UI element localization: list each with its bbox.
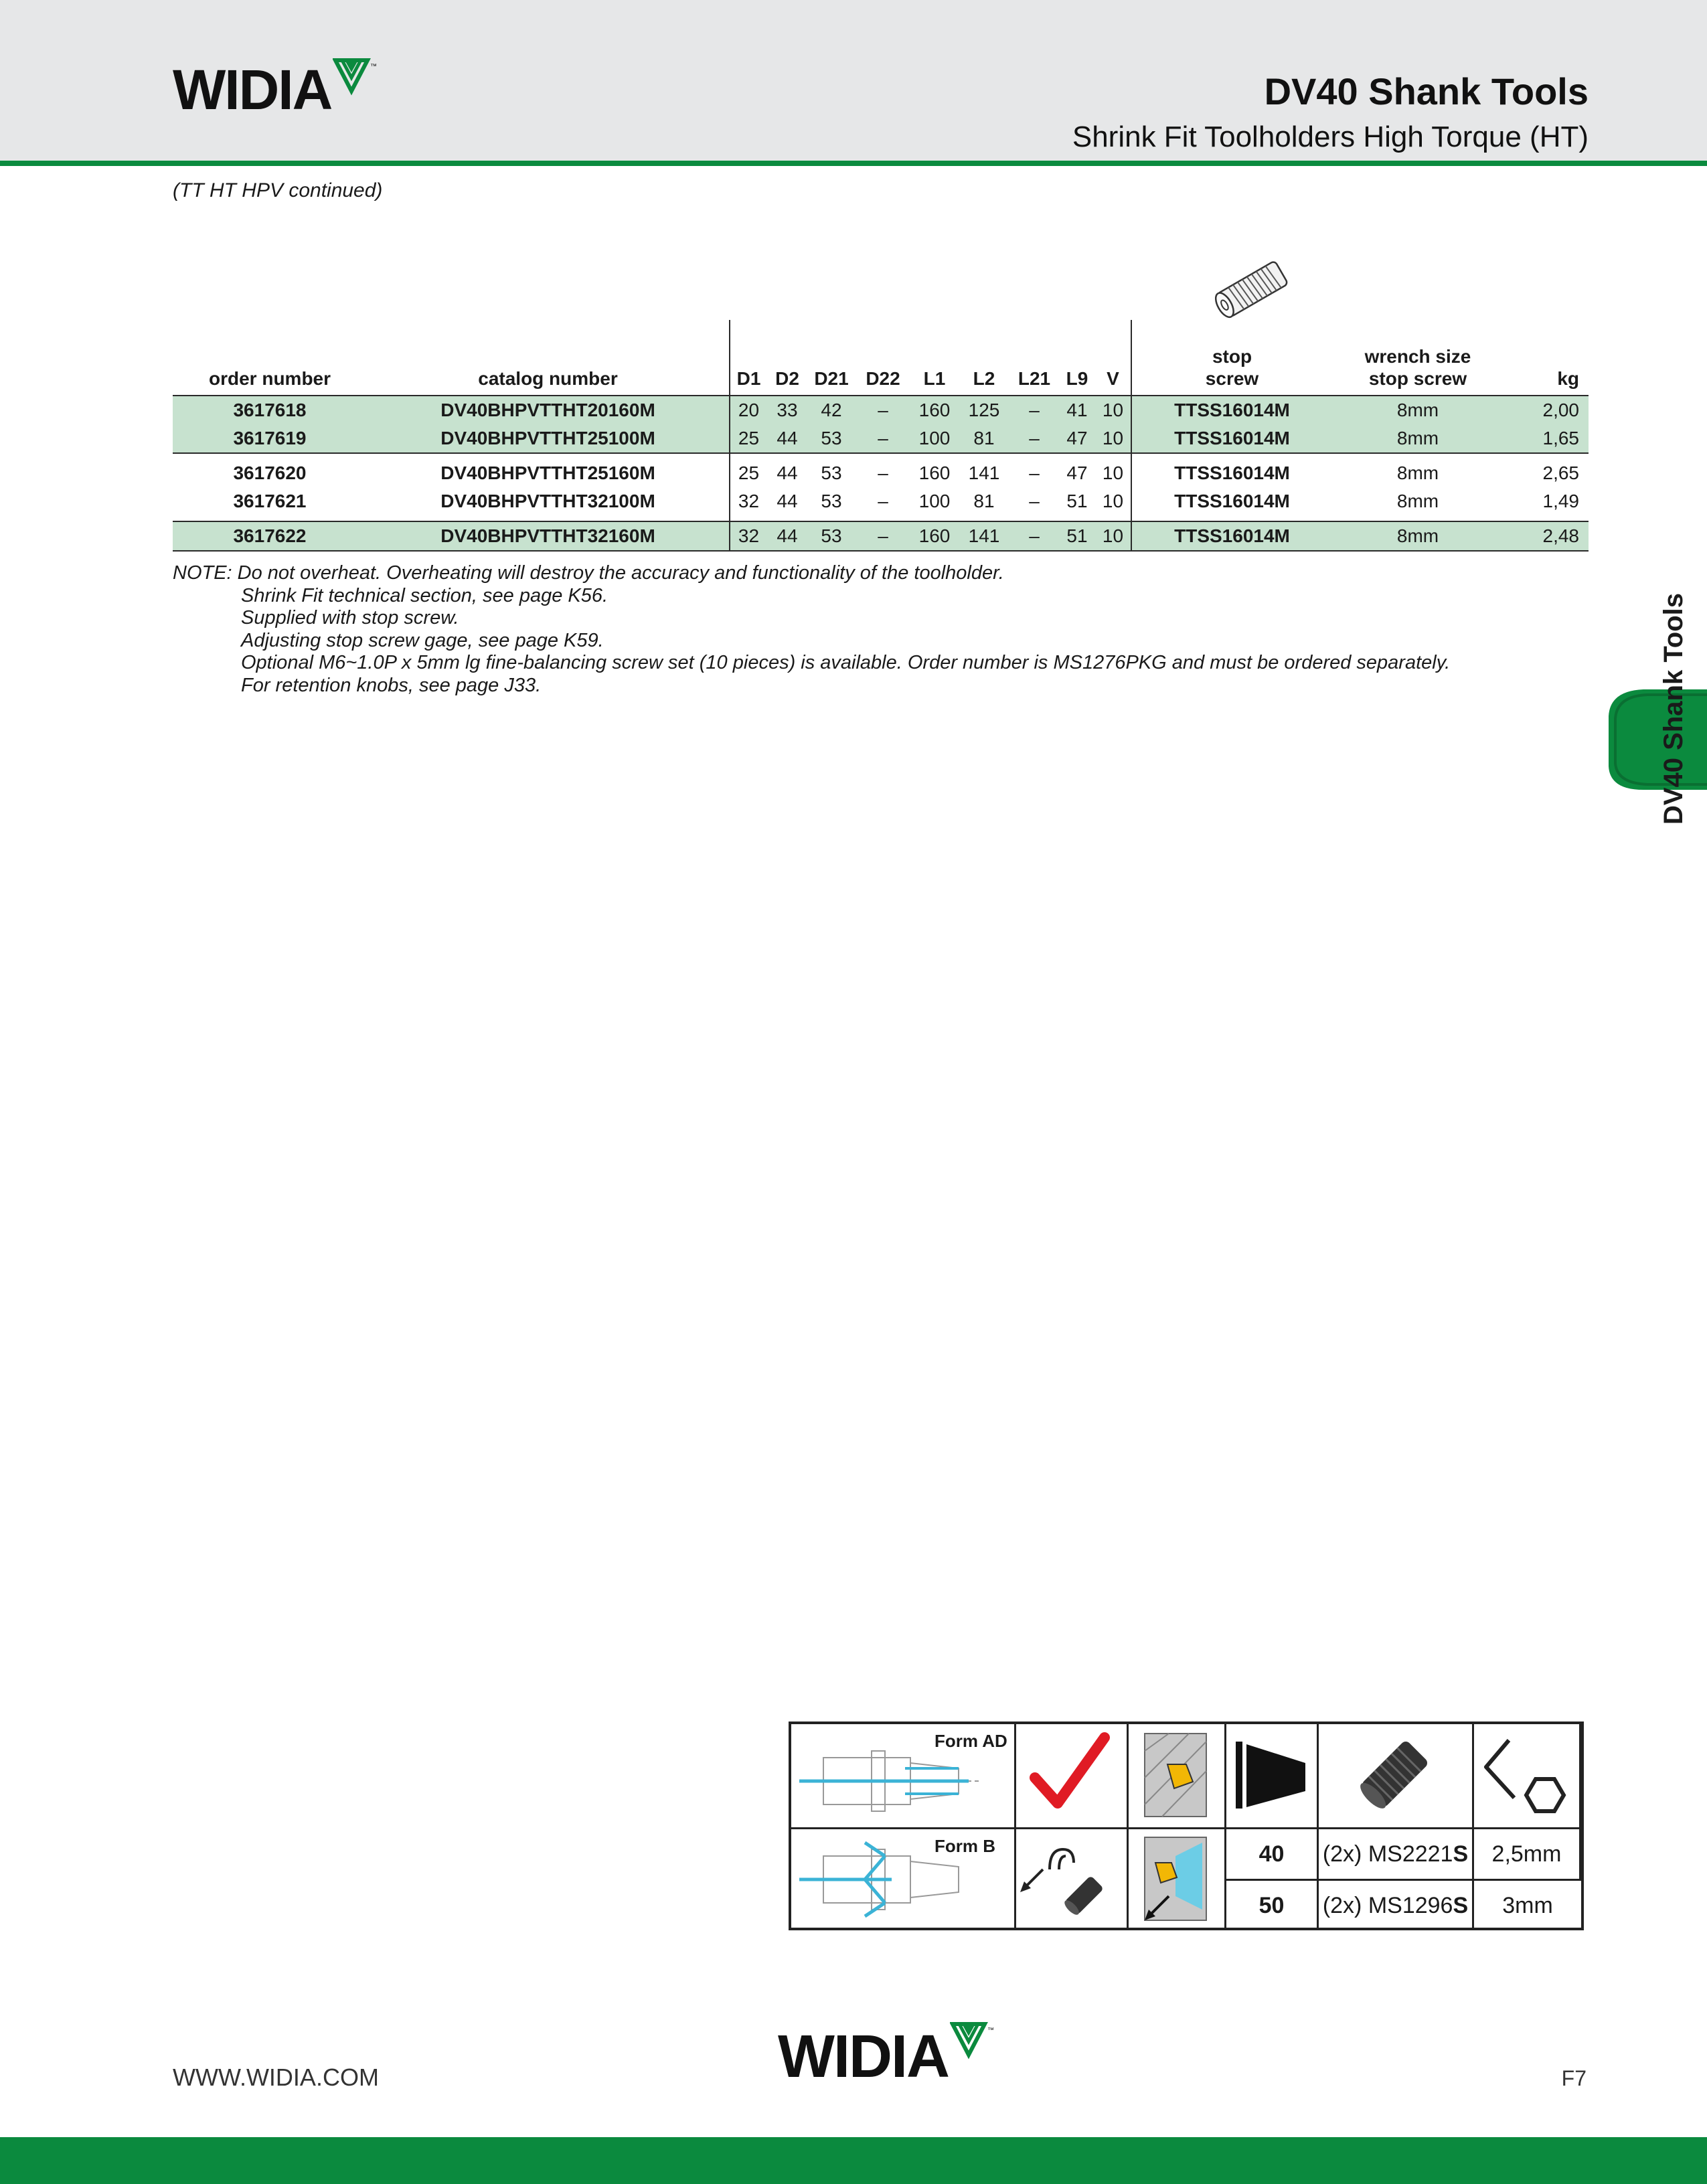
header-l2: L2	[973, 368, 995, 389]
spec-table	[173, 320, 1589, 552]
footer-url[interactable]: WWW.WIDIA.COM	[173, 2064, 379, 2091]
widia-triangle-icon	[950, 2021, 998, 2063]
taper-icon	[1226, 1724, 1313, 1825]
header-d22: D22	[866, 368, 900, 389]
table-row: 3617618 DV40BHPVTTHT20160M 20 33 42 – 160 125 – 41 10 TTSS16014M 8mm 2,00	[173, 396, 1589, 424]
form-ad-cell	[791, 1724, 1016, 1829]
table-row: 3617622 DV40BHPVTTHT32160M 32 44 53 – 160 141 – 51 10 TTSS16014M 8mm 2,48	[173, 521, 1589, 551]
header-kg: kg	[1557, 368, 1579, 389]
size-50-cell: 50	[1226, 1881, 1319, 1930]
header-rule	[0, 161, 1707, 166]
screw-cell	[1319, 1724, 1474, 1829]
stop-screw-icon	[1205, 254, 1299, 321]
size-40-cell: 40	[1226, 1829, 1319, 1881]
coolant-b-section-icon	[1129, 1829, 1222, 1927]
mounting-cell	[1016, 1829, 1129, 1930]
side-tab[interactable]	[1603, 689, 1707, 793]
side-tab-label: DV40 Shank Tools	[1659, 592, 1688, 825]
wrench-50-cell: 3mm	[1502, 1892, 1553, 1918]
continued-note: (TT HT HPV continued)	[173, 179, 383, 201]
page-number: F7	[1561, 2066, 1587, 2090]
header-wrench-size: wrench size stop screw	[1364, 346, 1471, 389]
table-row: 3617619 DV40BHPVTTHT25100M 25 44 53 – 100 81 – 47 10 TTSS16014M 8mm 1,65	[173, 424, 1589, 453]
coolant-b-cell	[1129, 1829, 1226, 1930]
widia-logo: WIDIA ™	[173, 62, 381, 118]
header-stop-screw: stop screw	[1205, 346, 1259, 389]
hex-wrench-icon	[1474, 1724, 1578, 1825]
header-catalog-number: catalog number	[478, 368, 618, 389]
wrench-40-cell: 2,5mm	[1474, 1829, 1581, 1881]
header-d21: D21	[814, 368, 849, 389]
note-line: Optional M6~1.0P x 5mm lg fine-balancing screw set (10 pieces) is available. Order number is MS1276PKG and must be ordered separately.	[241, 652, 1451, 673]
screw-40-cell: (2x) MS2221 S	[1319, 1829, 1474, 1881]
note-line: Supplied with stop screw.	[241, 607, 459, 628]
svg-text:™: ™	[370, 63, 378, 70]
header-l1: L1	[923, 368, 946, 389]
footer-widia-logo: WIDIA ™	[778, 2027, 998, 2087]
note-line: For retention knobs, see page J33.	[241, 674, 542, 696]
wrench-cell	[1474, 1724, 1581, 1829]
coolant-section-icon	[1129, 1724, 1222, 1825]
checkmark-icon	[1016, 1724, 1123, 1825]
table-row: 3617621 DV40BHPVTTHT32100M 32 44 53 – 100 81 – 51 10 TTSS16014M 8mm 1,49	[173, 487, 1589, 515]
form-ad-label: Form AD	[934, 1731, 1007, 1751]
header-d2: D2	[775, 368, 799, 389]
widia-triangle-icon	[333, 58, 381, 99]
table-row: 3617620 DV40BHPVTTHT25160M 25 44 53 – 160 141 – 47 10 TTSS16014M 8mm 2,65	[173, 459, 1589, 487]
form-ad-holder-icon	[791, 1724, 1012, 1825]
screw-insert-icon	[1016, 1829, 1123, 1927]
taper-cell	[1226, 1724, 1319, 1829]
screw-50-cell: (2x) MS1296 S	[1319, 1881, 1474, 1930]
balancing-screw-icon	[1319, 1724, 1470, 1825]
page-subtitle: Shrink Fit Toolholders High Torque (HT)	[1072, 120, 1589, 153]
header-d1: D1	[730, 320, 767, 396]
page-title: DV40 Shank Tools	[1264, 70, 1589, 112]
table-header-row	[173, 320, 1589, 396]
svg-text:™: ™	[987, 2027, 994, 2034]
form-b-label: Form B	[934, 1836, 995, 1856]
header-l21: L21	[1018, 368, 1051, 389]
note-line: NOTE: Do not overheat. Overheating will destroy the accuracy and functionality of the toolholder.	[173, 562, 1004, 584]
header-order-number: order number	[208, 368, 331, 389]
header-l9: L9	[1066, 368, 1088, 389]
approved-cell	[1016, 1724, 1129, 1829]
footer-bar	[0, 2137, 1707, 2184]
notes-block	[173, 562, 1450, 697]
form-b-holder-icon	[791, 1829, 1012, 1927]
header-v: V	[1095, 320, 1131, 396]
legend-box	[789, 1721, 1584, 1930]
coolant-cell	[1129, 1724, 1226, 1829]
note-line: Adjusting stop screw gage, see page K59.	[241, 629, 604, 651]
form-b-cell	[791, 1829, 1016, 1930]
note-line: Shrink Fit technical section, see page K56.	[241, 584, 608, 606]
